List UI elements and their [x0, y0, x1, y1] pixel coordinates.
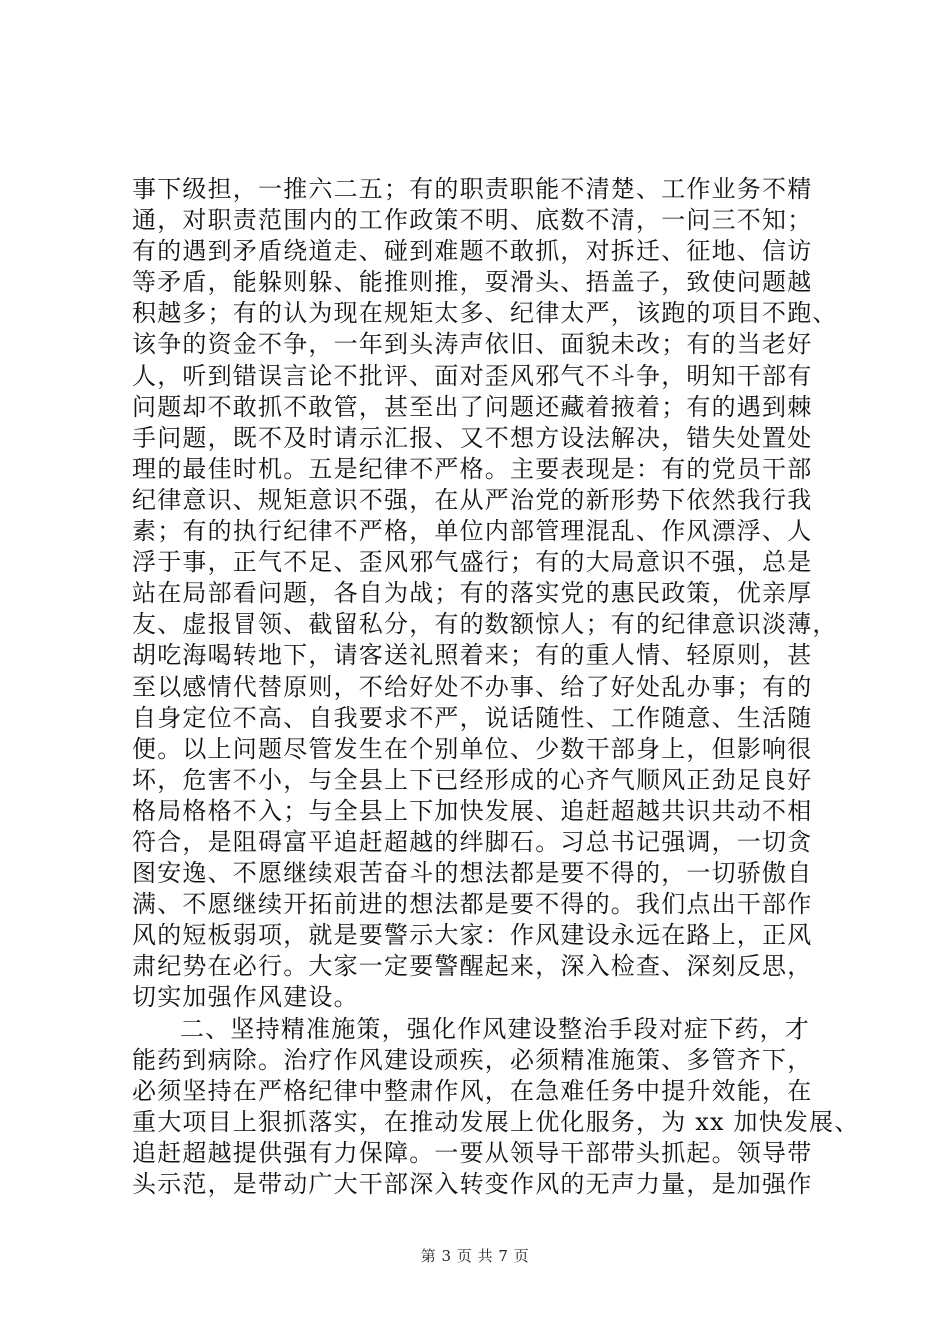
text-line: 素；有的执行纪律不严格，单位内部管理混乱、作风漂浮、人	[132, 517, 813, 546]
body-text	[132, 174, 860, 1200]
text-line: 通，对职责范围内的工作政策不明、底数不清，一问三不知；	[132, 206, 813, 235]
text-line: 肃纪势在必行。大家一定要警醒起来，深入检查、深刻反思，	[132, 952, 813, 981]
text-line: 该争的资金不争，一年到头涛声依旧、面貌未改；有的当老好	[132, 330, 813, 359]
text-line: 风的短板弱项，就是要警示大家：作风建设永远在路上，正风	[132, 921, 813, 950]
text-line: 格局格格不入；与全县上下加快发展、追赶超越共识共动不相	[132, 796, 813, 825]
text-line: 站在局部看问题，各自为战；有的落实党的惠民政策，优亲厚	[132, 579, 813, 608]
text-line: 有的遇到矛盾绕道走、碰到难题不敢抓，对拆迁、征地、信访	[132, 237, 813, 266]
text-line: 事下级担，一推六二五；有的职责职能不清楚、工作业务不精	[132, 175, 813, 203]
text-line: 满、不愿继续开拓前进的想法都是要不得的。我们点出干部作	[132, 890, 813, 919]
text-line: 至以感情代替原则，不给好处不办事、给了好处乱办事；有的	[132, 672, 813, 701]
text-line: 人，听到错误言论不批评、面对歪风邪气不斗争，明知干部有	[132, 361, 813, 390]
text-line: 理的最佳时机。五是纪律不严格。主要表现是：有的党员干部	[132, 454, 813, 483]
text-line: 符合，是阻碍富平追赶超越的绊脚石。习总书记强调，一切贪	[132, 827, 813, 856]
text-line: 追赶超越提供强有力保障。一要从领导干部带头抓起。领导带	[132, 1138, 813, 1167]
text-line: 问题却不敢抓不敢管，甚至出了问题还藏着掖着；有的遇到棘	[132, 392, 813, 421]
text-line: 积越多；有的认为现在规矩太多、纪律太严，该跑的项目不跑、	[132, 299, 838, 328]
text-line: 便。以上问题尽管发生在个别单位、少数干部身上，但影响很	[132, 734, 813, 763]
text-line: 浮于事，正气不足、歪风邪气盛行；有的大局意识不强，总是	[132, 548, 813, 577]
text-line: 切实加强作风建设。	[132, 983, 359, 1012]
text-line: 图安逸、不愿继续艰苦奋斗的想法都是要不得的，一切骄傲自	[132, 859, 813, 888]
text-line: 友、虚报冒领、截留私分，有的数额惊人；有的纪律意识淡薄，	[132, 610, 838, 639]
text-line: 纪律意识、规矩意识不强，在从严治党的新形势下依然我行我	[132, 485, 813, 514]
page-footer: 第 3 页 共 7 页	[420, 1247, 530, 1265]
text-line: 胡吃海喝转地下，请客送礼照着来；有的重人情、轻原则，甚	[132, 641, 813, 670]
text-line: 坏，危害不小，与全县上下已经形成的心齐气顺风正劲足良好	[132, 765, 813, 794]
text-line: 必须坚持在严格纪律中整肃作风，在急难任务中提升效能，在	[132, 1076, 813, 1105]
text-line: 能药到病除。治疗作风建设顽疾，必须精准施策、多管齐下，	[132, 1045, 813, 1074]
text-line: 重大项目上狠抓落实，在推动发展上优化服务，为 xx 加快发展、	[132, 1107, 860, 1136]
text-line: 头示范，是带动广大干部深入转变作风的无声力量，是加强作	[132, 1170, 813, 1198]
text-line: 手问题，既不及时请示汇报、又不想方设法解决，错失处置处	[132, 423, 813, 452]
text-line: 二、坚持精准施策，强化作风建设整治手段对症下药，才	[180, 1014, 810, 1043]
text-line: 自身定位不高、自我要求不严，说话随性、工作随意、生活随	[132, 703, 813, 732]
text-line: 等矛盾，能躲则躲、能推则推，耍滑头、捂盖子，致使问题越	[132, 268, 813, 297]
